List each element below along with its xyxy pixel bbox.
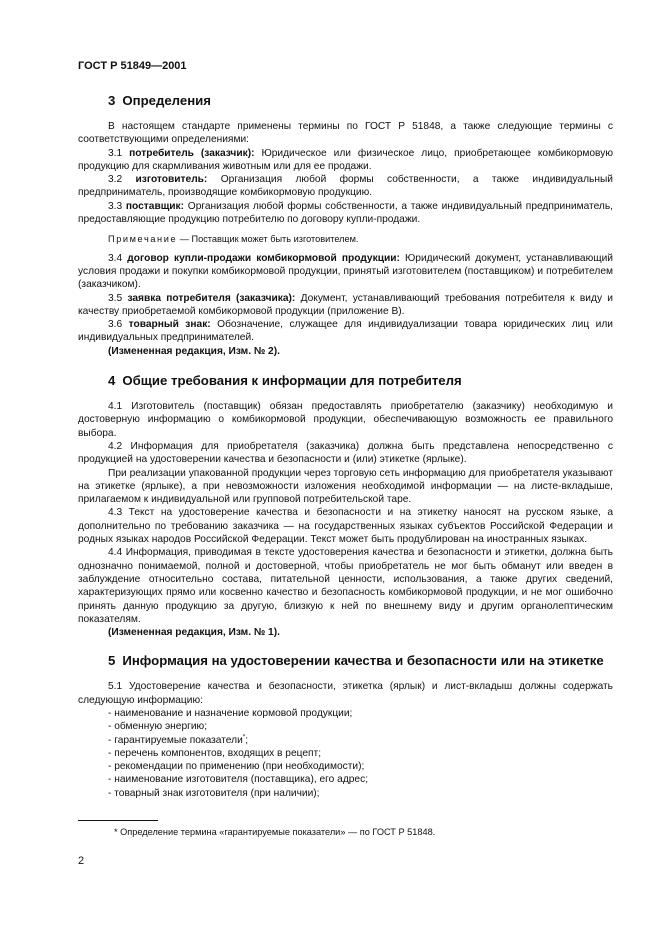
- definition: [78, 318, 613, 345]
- list-item: - рекомендации по применению (при необходимости);: [108, 761, 365, 773]
- edition-note: (Измененная редакция, Изм. № 2).: [108, 345, 280, 357]
- paragraph: 4.3 Текст на удостоверение качества и безопасности и на этикетку наносят на русском языке, а дополнительно по требованию заказчика — на государственных языках субъектов Российской Федерации и родных языках народов Российской Федерации. Текст может быть продублирован на иностранных языках.: [78, 507, 613, 546]
- definition: [78, 292, 613, 319]
- document-code: ГОСТ Р 51849—2001: [78, 60, 187, 72]
- paragraph: 4.1 Изготовитель (поставщик) обязан предоставлять приобретателю (заказчику) необходимую и достоверную информацию о комбикормовой продукции, обеспечивающую возможность ее правильного выбора.: [78, 401, 613, 439]
- paragraph: В настоящем стандарте применены термины по ГОСТ Р 51848, а также следующие термины с соответствующими определениями:: [78, 121, 613, 146]
- definition: [78, 147, 613, 174]
- definition-text: Организация любой формы собственности, а также индивидуальный предприниматель, производящие комбикормовую продукцию.: [78, 174, 613, 199]
- note-text: — Поставщик может быть изготовителем.: [179, 234, 359, 245]
- definition-text: Юридическое или физическое лицо, приобретающее комбикормовую продукцию для скармливания животным или для ее продажи.: [78, 147, 613, 172]
- section-4-heading: [78, 373, 613, 389]
- list-item: - наименование изготовителя (поставщика), его адрес;: [108, 774, 369, 786]
- section-title: Определения: [122, 93, 211, 108]
- definition-term: поставщик:: [125, 200, 185, 212]
- footnote-marker: *: [242, 733, 246, 741]
- paragraph: 4.4 Информация, приводимая в тексте удостоверения качества и безопасности и этикетки, должна быть однозначно понимаемой, полной и достоверной, чтобы приобретатель не мог быть обманут или введен в заблуждение относительно состава, питательной ценности, использования, а также других сведений, характеризующих прямо или косвенно качество и безопасность комбикормовой продукции, и не мог ошибочно принять данную продукцию за другую, близкую к ней по внешнему виду и другим органолептическим показателям.: [78, 547, 613, 625]
- section-3-heading: [78, 93, 613, 109]
- list-item: - товарный знак изготовителя (при наличии);: [108, 787, 320, 799]
- section-title: Общие требования к информации для потребителя: [122, 373, 462, 389]
- paragraph: 5.1 Удостоверение качества и безопасности, этикетка (ярлык) и лист-вкладыш должны содержать следующую информацию:: [78, 681, 613, 706]
- definition-term: потребитель (заказчик):: [129, 147, 255, 159]
- note: [78, 233, 613, 246]
- section-number: 4: [108, 373, 116, 389]
- definition: [78, 173, 613, 200]
- definition: [78, 200, 613, 227]
- definition-term: заявка потребителя (заказчика):: [127, 292, 296, 304]
- footnote-divider: [78, 820, 158, 821]
- definition-text: Обозначение, служащее для индивидуализации товара юридических лиц или индивидуальных предпринимателей.: [78, 319, 613, 344]
- definition-term: договор купли-продажи комбикормовой продукции:: [127, 252, 400, 264]
- page-number: 2: [78, 855, 85, 867]
- section-title: Информация на удостоверении качества и безопасности или на этикетке: [122, 653, 604, 669]
- list-item-text: - гарантируемые показатели: [108, 734, 243, 746]
- definition: [78, 252, 613, 292]
- definition-term: изготовитель:: [135, 174, 208, 186]
- definition-number: 3.5: [108, 292, 123, 304]
- definition-number: 3.3: [108, 200, 123, 212]
- section-number: 5: [108, 653, 116, 669]
- footnote-text: Определение термина «гарантируемые показатели» — по ГОСТ Р 51848.: [120, 827, 436, 837]
- definition-number: 3.6: [108, 319, 123, 331]
- definition-number: 3.4: [108, 252, 123, 264]
- footnote: [114, 827, 435, 837]
- definition-number: 3.2: [108, 174, 123, 186]
- list-item: - перечень компонентов, входящих в рецепт;: [108, 747, 322, 759]
- definition-term: товарный знак:: [128, 319, 211, 331]
- list-item-end: ;: [245, 734, 249, 746]
- definition-text: Документ, устанавливающий требования потребителя к виду и качеству приобретаемой комбикормовой продукции (приложение В).: [78, 292, 613, 317]
- list-item: - обменную энергию;: [108, 721, 208, 733]
- definition-text: Организация любой формы собственности, а также индивидуальный предприниматель, предоставляющие продукцию потребителю по договору купли-продажи.: [78, 200, 613, 226]
- list-item: [78, 734, 613, 747]
- page-content: [78, 93, 613, 800]
- section-number: 3: [108, 93, 116, 108]
- edition-note: (Измененная редакция, Изм. № 1).: [108, 627, 280, 639]
- note-label: Примечание: [108, 234, 178, 245]
- paragraph: 4.2 Информация для приобретателя (заказчика) должна быть представлена непосредственно с продукцией на удостоверении качества и безопасности и (или) этикетке (ярлыке).: [78, 440, 613, 466]
- section-5-heading: [78, 653, 613, 669]
- definition-number: 3.1: [108, 147, 123, 159]
- footnote-mark: *: [114, 827, 118, 837]
- definition-text: Юридический документ, устанавливающий условия продажи и покупки комбикормовой продукции, принятый изготовителем (поставщиком) и потребителем (заказчиком).: [78, 252, 613, 291]
- paragraph: При реализации упакованной продукции через торговую сеть информацию для приобретателя указывают на этикетке (ярлыке), а при невозможности изложения необходимой информации — на листе-вкладыше, прилагаемом к индивидуальной или групповой потребительской таре.: [78, 467, 613, 506]
- list-item: - наименование и назначение кормовой продукции;: [108, 707, 353, 719]
